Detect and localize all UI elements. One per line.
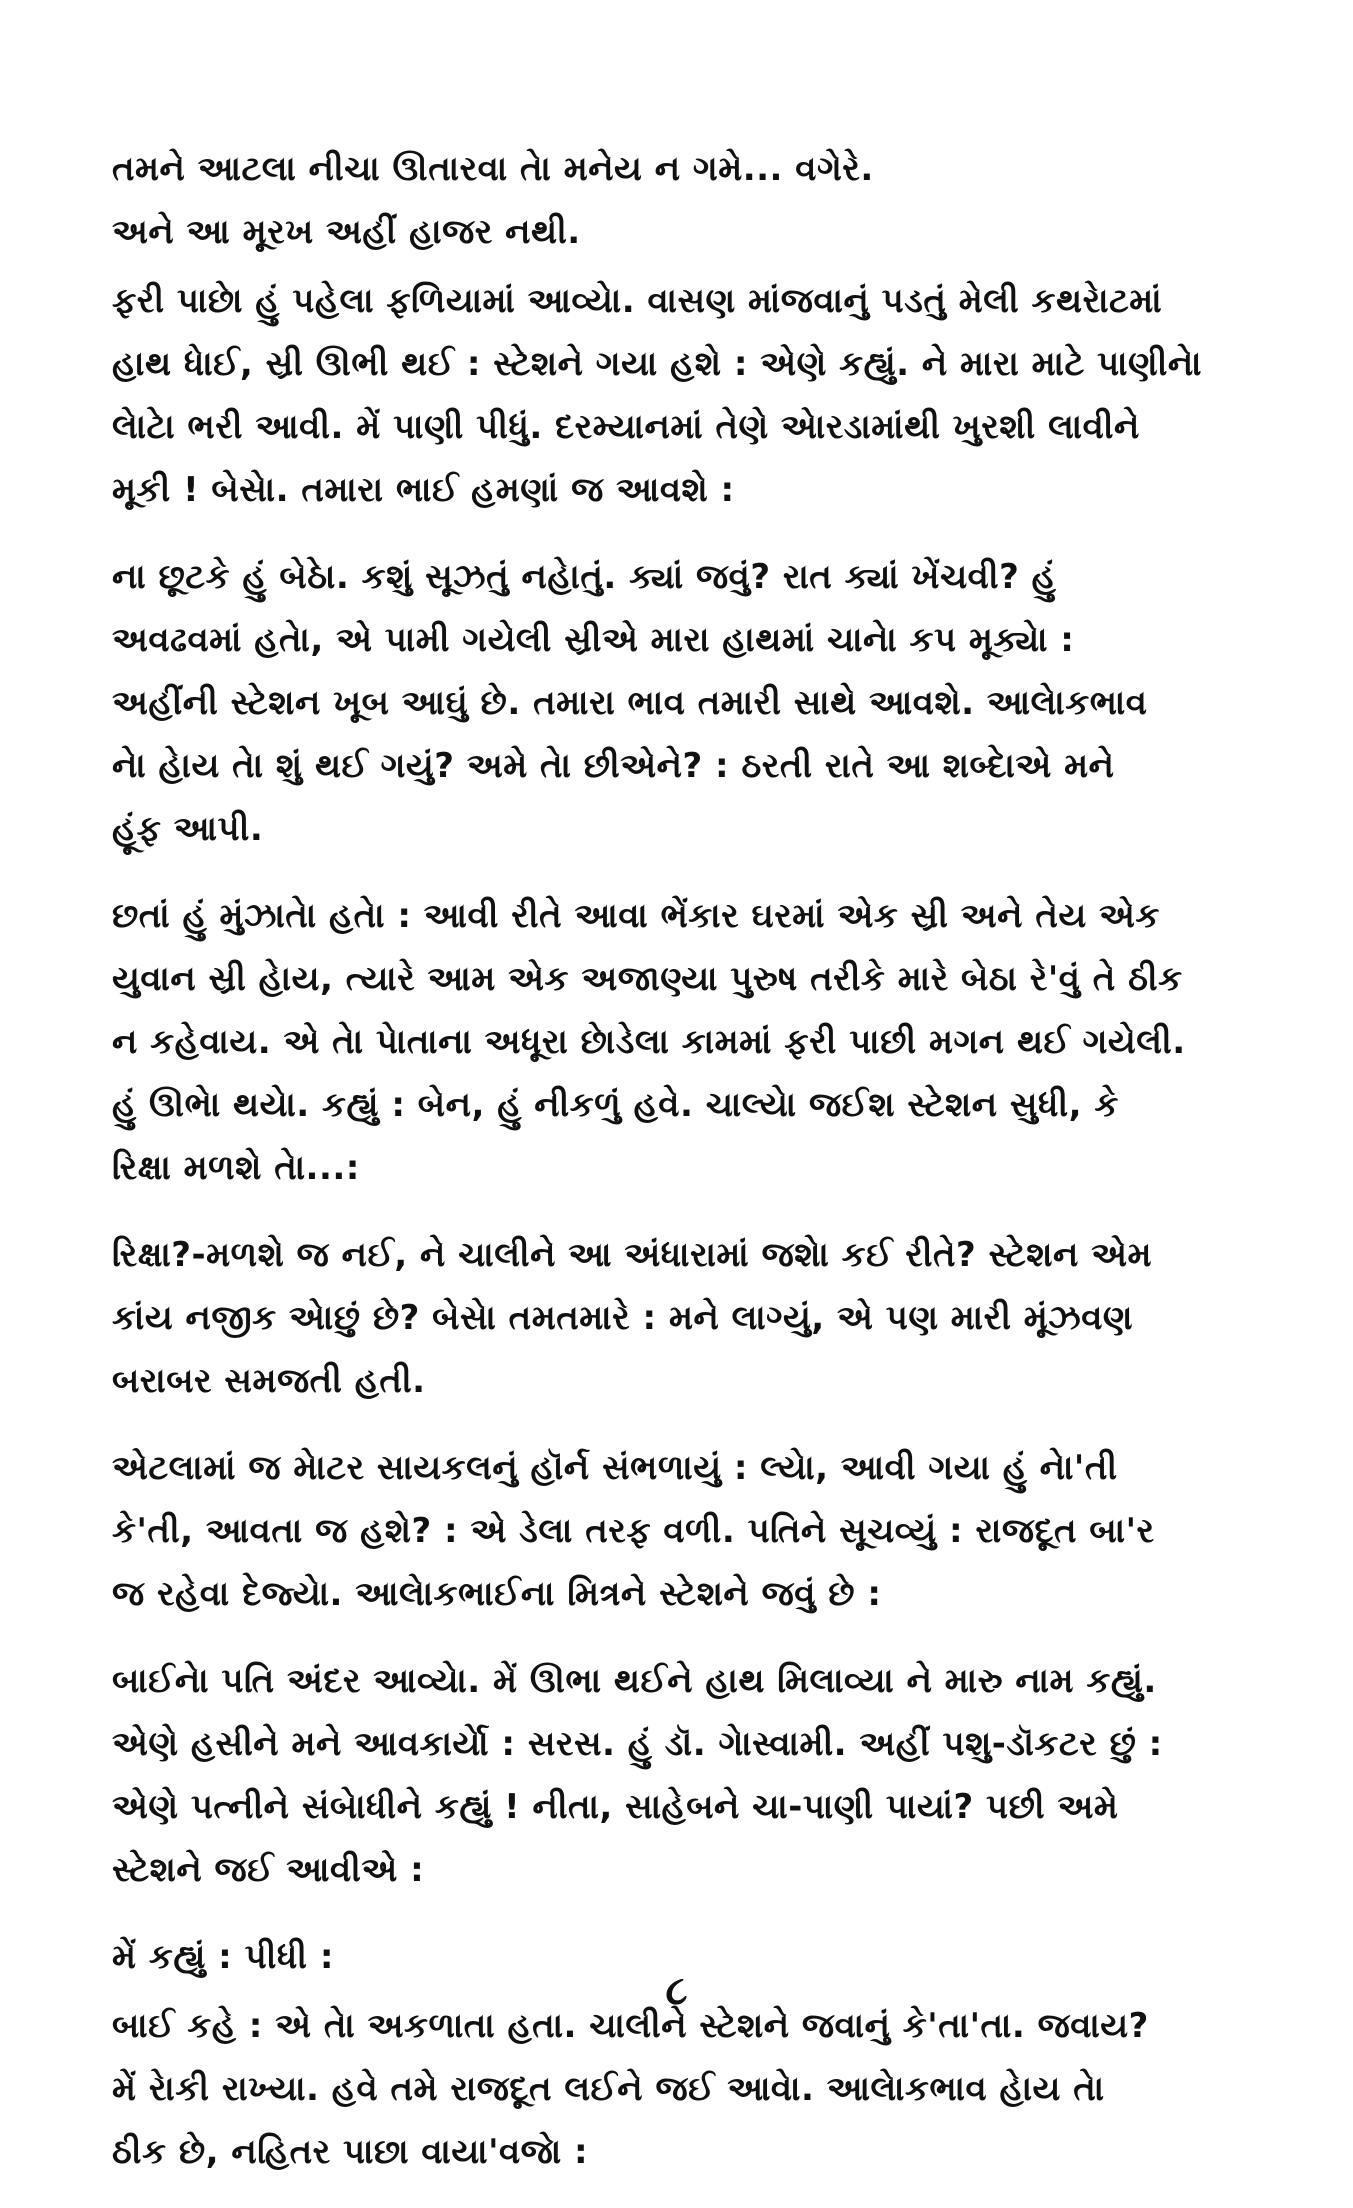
text-line: જ રહેવા દેજ્યેા. આલેાકભાઈના મિત્રને સ્ટેશને જવું છે : (112, 1574, 882, 1614)
paragraph (112, 270, 1232, 522)
text-line: યુવાન સ્રી હેાય, ત્યારે આમ એક અજાણ્યા પુરુષ તરીકે મારે બેઠા રે'વું તે ઠીક (112, 959, 1183, 999)
paragraph (112, 1224, 1232, 1413)
text-line: બાઈનેા પતિ અંદર આવ્યેા. મેં ઊભા થઈને હાથ મિલાવ્યા ને મારુ નામ કહ્યું. (112, 1661, 1157, 1701)
text-line: તમને આટલા નીચા ઊતારવા તેા મનેય ન ગમે... વગેરે. (112, 149, 874, 189)
text-line: અહીંની સ્ટેશન ખૂબ આઘું છે. તમારા ભાવ તમારી સાથે આવશે. આલેાકભાવ (112, 683, 1148, 723)
text-line: મેં કહ્યું : પીધી : (112, 1937, 334, 1977)
text-line: હું ઊભેા થયેા. કહ્યું : બેન, હું નીકળું હવે. ચાલ્યેા જઈશ સ્ટેશન સુધી, કે (112, 1085, 1119, 1125)
text-line: નેા હેાય તેા શું થઈ ગયું? અમે તેા છીએને? : ઠરતી રાતે આ શબ્દેાએ મને (112, 746, 1115, 786)
paragraph (112, 885, 1232, 1200)
paragraph (112, 546, 1232, 861)
text-line: ફરી પાછેા હું પહેલા ફળિયામાં આવ્યેા. વાસણ માંજવાનું પડતું મેલી કથરેાટમાં (112, 281, 1163, 321)
paragraph (112, 1650, 1232, 1902)
text-line: રિક્ષા?-મળશે જ નઈ, ને ચાલીને આ અંધારામાં જશેા કઈ રીતે? સ્ટેશન એમ (112, 1235, 1152, 1275)
text-line: મેં રેાકી રાખ્યા. હવે તમે રાજદૂત લઈને જઈ આવેા. આલેાકભાવ હેાય તેા (112, 2069, 1105, 2109)
text-line: ઠીક છે, નહિતર પાછા વાયા'વજેા : (112, 2132, 589, 2172)
text-line: અવઢવમાં હતેા, એ પામી ગયેલી સ્રીએ મારા હાથમાં ચાનેા કપ મૂક્યેા : (112, 620, 1075, 660)
paragraph (112, 1995, 1232, 2184)
text-line: ના છૂટકે હું બેઠેા. કશું સૂઝતું નહેાતું. ક્યાં જવું? રાત ક્યાં ખેંચવી? હું (112, 557, 1057, 597)
text-line: હાથ ધેાઈ, સ્રી ઊભી થઈ : સ્ટેશને ગયા હશે : એણે કહ્યું. ને મારા માટે પાણીનેા (112, 344, 1202, 384)
page-number: ૮ (665, 1968, 688, 2014)
text-line: મૂકી ! બેસેા. તમારા ભાઈ હમણાં જ આવશે : (112, 470, 735, 510)
text-line: કાંય નજીક એાછું છે? બેસેા તમતમારે : મને લાગ્યું, એ પણ મારી મૂંઝવણ (112, 1298, 1134, 1338)
text-line: એણે પત્નીને સંબેાધીને કહ્યું ! નીતા, સાહેબને ચા-પાણી પાયાં? પછી અમે (112, 1787, 1119, 1827)
text-line: સ્ટેશને જઈ આવીએ : (112, 1850, 425, 1890)
text-line: અને આ મૂરખ અહીં હાજર નથી. (112, 212, 581, 252)
text-line: બરાબર સમજતી હતી. (112, 1361, 426, 1401)
text-line: લેાટેા ભરી આવી. મેં પાણી પીધું. દરમ્યાનમાં તેણે એારડામાંથી ખુરશી લાવીને (112, 407, 1140, 447)
page-body (112, 138, 1232, 2208)
text-line: છતાં હું મુંઝાતેા હતેા : આવી રીતે આવા ભેંકાર ઘરમાં એક સ્રી અને તેય એક (112, 896, 1160, 936)
paragraph (112, 138, 1232, 264)
text-line: રિક્ષા મળશે તેા...: (112, 1148, 360, 1188)
text-line: એણે હસીને મને આવકાર્યેા : સરસ. હું ડૉ. ગેાસ્વામી. અહીં પશુ-ડૉકટર છું : (112, 1724, 1163, 1764)
text-line: ન કહેવાય. એ તેા પેાતાના અધૂરા છાેડેલા કામમાં ફરી પાછી મગન થઈ ગયેલી. (112, 1022, 1186, 1062)
paragraph (112, 1437, 1232, 1626)
text-line: એટલામાં જ મેાટર સાયકલનું હૉર્ન સંભળાયું : લ્યેા, આવી ગયા હું નેા'તી (112, 1448, 1118, 1488)
text-line: કે'તી, આવતા જ હશે? : એ ડેલા તરફ વળી. પતિને સૂચવ્યું : રાજદૂત બા'ર (112, 1511, 1155, 1551)
text-line: બાઈ કહે : એ તેા અકળાતા હતા. ચાલીને સ્ટેશને જવાનું કે'તા'તા. જવાય? (112, 2006, 1149, 2046)
text-line: હૂંફ આપી. (112, 809, 264, 849)
